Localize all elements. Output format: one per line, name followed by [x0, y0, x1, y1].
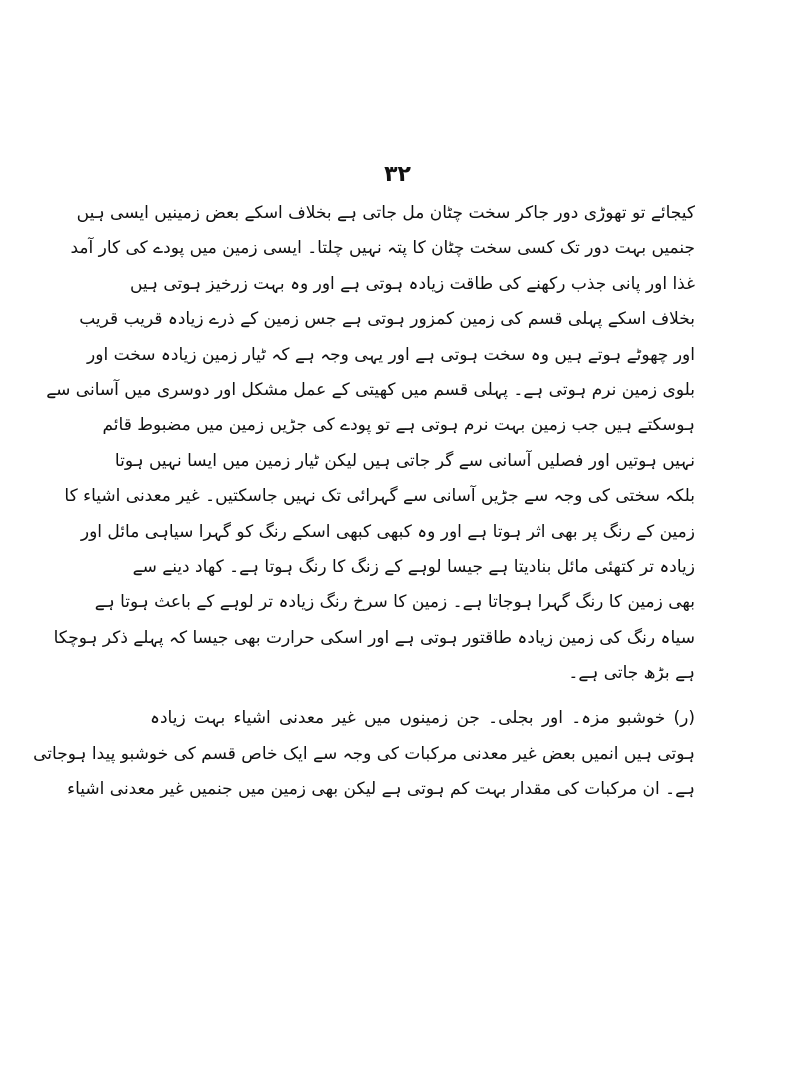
body-text [33, 196, 695, 808]
page-number: ۳۲ [384, 162, 411, 187]
text-line: بھی زمین کا رنگ گہرا ہوجاتا ہے۔ زمین کا سرخ رنگ زیادہ تر لوہے کے باعث ہوتا ہے [94, 592, 695, 613]
text-line: (ر) خوشبو مزہ۔ اور بجلی۔ جن زمینوں میں غیر معدنی اشیاء بہت زیادہ [150, 708, 695, 729]
text-line: ہوسکتے ہیں جب زمین بہت نرم ہوتی ہے تو پودے کی جڑیں زمین میں مضبوط قائم [102, 415, 695, 436]
text-line: غذا اور پانی جذب رکھنے کی طاقت زیادہ ہوتی ہے اور وہ بہت زرخیز ہوتی ہیں [129, 273, 695, 294]
text-line: بلوی زمین نرم ہوتی ہے۔ پہلی قسم میں کھیتی کے عمل مشکل اور دوسری میں آسانی سے [46, 379, 695, 400]
text-line: زیادہ تر کتھئی مائل بنادیتا ہے جیسا لوہے کے زنگ کا رنگ ہوتا ہے۔ کھاد دینے سے [132, 556, 695, 577]
paragraph-gap [150, 691, 695, 701]
text-line: بخلاف اسکے پہلی قسم کی زمین کمزور ہوتی ہے جس زمین کے ذرے زیادہ قریب قریب [79, 309, 695, 330]
text-line: کیجائے تو تھوڑی دور جاکر سخت چٹان مل جاتی ہے بخلاف اسکے بعض زمینیں ایسی ہیں [76, 203, 695, 223]
text-line: بلکہ سختی کی وجہ سے جڑیں آسانی سے گہرائی تک نہیں جاسکتیں۔ غیر معدنی اشیاء کا [64, 486, 695, 507]
text-line: ہے۔ ان مرکبات کی مقدار بہت کم ہوتی ہے لیکن بھی زمین میں جنمیں غیر معدنی اشیاء [67, 779, 695, 800]
text-line: ہوتی ہیں انمیں بعض غیر معدنی مرکبات کی وجہ سے ایک خاص قسم کی خوشبو پیدا ہوجاتی [33, 743, 695, 764]
text-line: زمین کے رنگ پر بھی اثر ہوتا ہے اور وہ کبھی کبھی اسکے رنگ کو گہرا سیاہی مائل اور [80, 521, 695, 542]
text-line-short: ہے بڑھ جاتی ہے۔ [568, 663, 695, 684]
text-line: جنمیں بہت دور تک کسی سخت چٹان کا پتہ نہیں چلتا۔ ایسی زمین میں پودے کی کار آمد [70, 238, 695, 259]
text-line: نہیں ہوتیں اور فصلیں آسانی سے گر جاتی ہیں لیکن ٹیار زمین میں ایسا نہیں ہوتا [114, 450, 695, 471]
text-line: سیاہ رنگ کی زمین زیادہ طاقتور ہوتی ہے اور اسکی حرارت بھی جیسا کہ پہلے ذکر ہوچکا [53, 627, 695, 648]
text-line: اور چھوٹے ہوتے ہیں وہ سخت ہوتی ہے اور یہی وجہ ہے کہ ٹیار زمین زیادہ سخت اور [87, 344, 695, 365]
